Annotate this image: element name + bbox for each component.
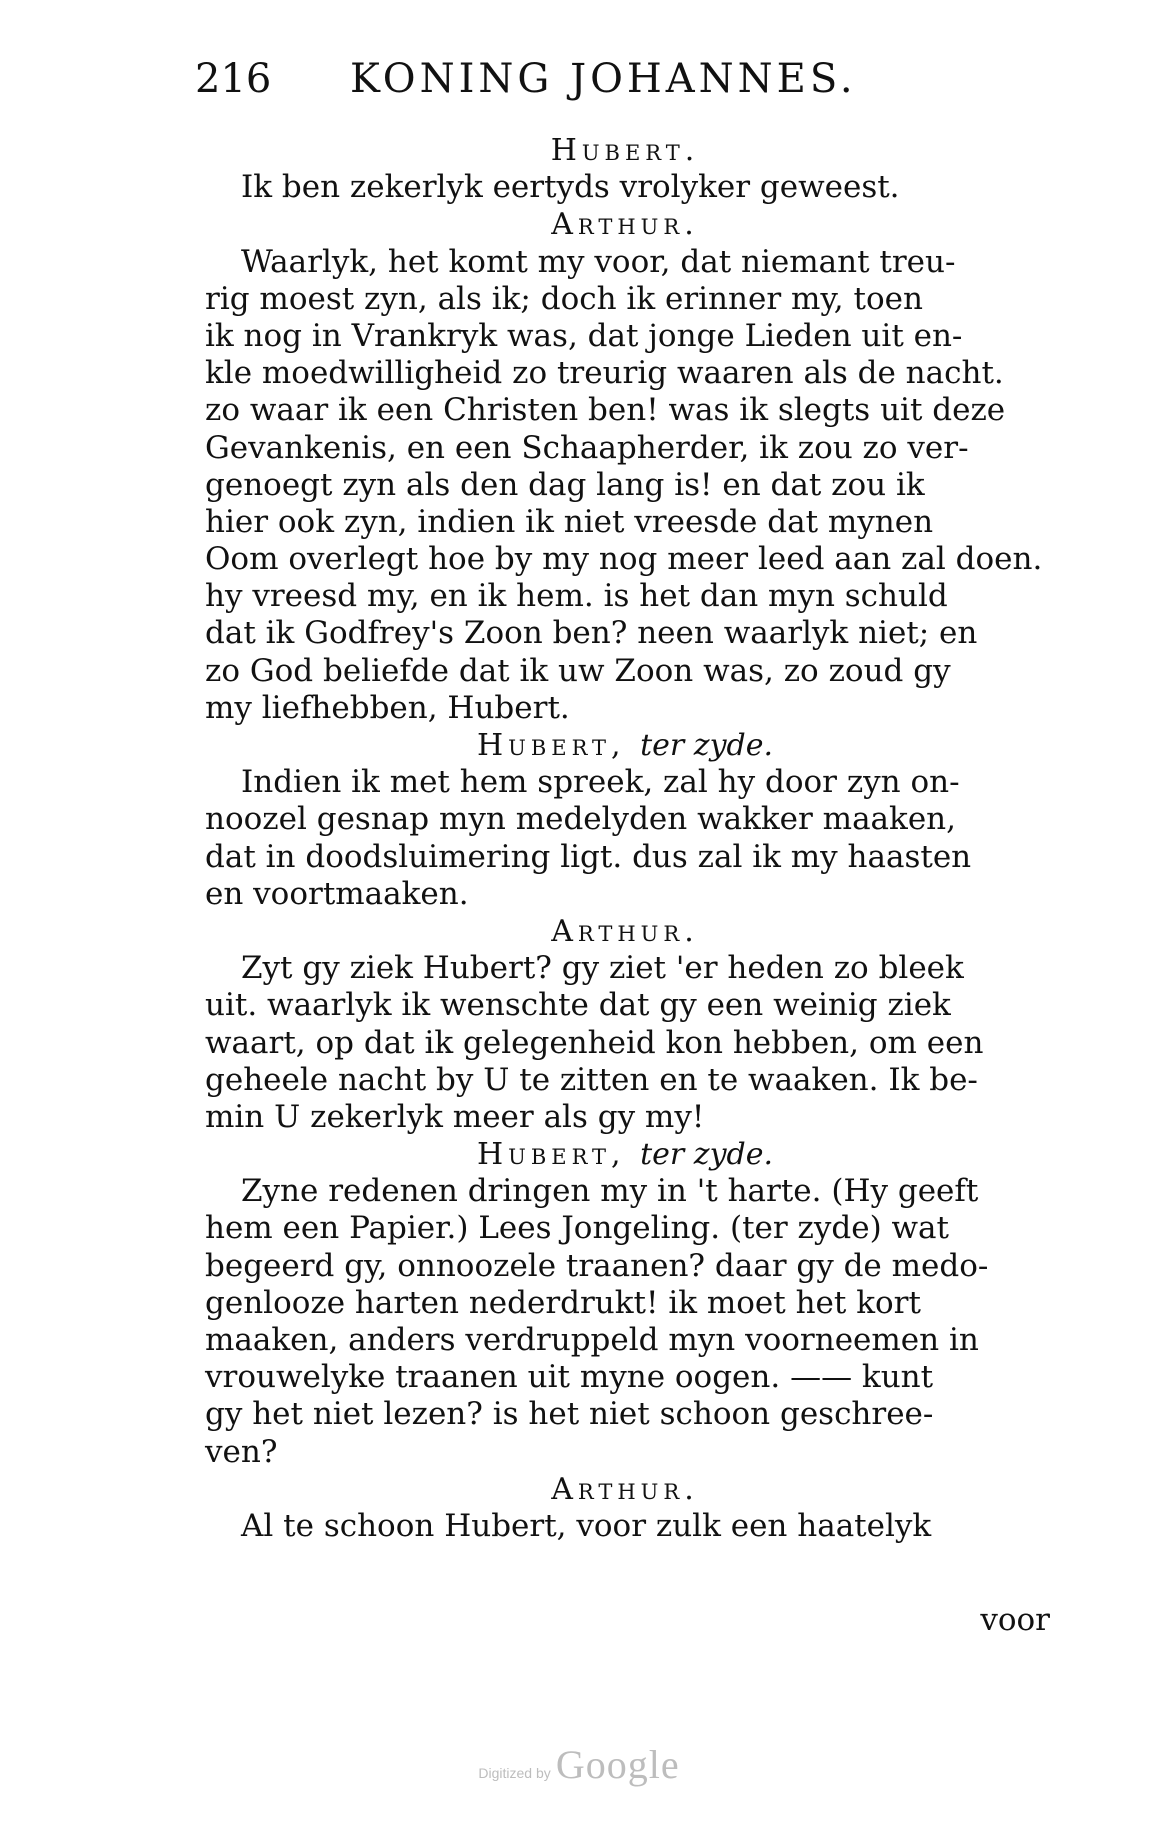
catchword: voor bbox=[980, 1602, 1050, 1638]
google-logo: Google bbox=[555, 1742, 680, 1787]
speaker-name: Hubert. bbox=[550, 133, 700, 168]
text-line: my liefhebben, Hubert. bbox=[205, 689, 570, 726]
text-line: hem een Papier.) Lees Jongeling. (ter zyde) wat bbox=[205, 1210, 949, 1247]
speaker-name: Hubert, bbox=[476, 728, 626, 763]
text-line: gy het niet lezen? is het niet schoon geschree- bbox=[205, 1396, 934, 1433]
text-line: rig moest zyn, als ik; doch ik erinner my, toen bbox=[205, 280, 923, 317]
speaker-heading bbox=[205, 913, 1045, 950]
text-line: min U zekerlyk meer als gy my! bbox=[205, 1098, 705, 1135]
text-line: geheele nacht by U te zitten en te waaken. Ik be- bbox=[205, 1061, 978, 1098]
text-line: vrouwelyke traanen uit myne oogen. —— kunt bbox=[205, 1359, 934, 1396]
speaker-heading bbox=[205, 1471, 1045, 1508]
text-line: ik nog in Vrankryk was, dat jonge Lieden uit en- bbox=[205, 317, 963, 354]
stage-direction: ter zyde. bbox=[640, 1137, 774, 1173]
text-line: genoegt zyn als den dag lang is! en dat zou ik bbox=[205, 466, 925, 503]
text-line: Gevankenis, en een Schaapherder, ik zou zo ver- bbox=[205, 429, 969, 466]
speaker-heading bbox=[205, 727, 1045, 764]
text-line: Ik ben zekerlyk eertyds vrolyker geweest. bbox=[241, 169, 900, 206]
text-line: zo waar ik een Christen ben! was ik slegts uit deze bbox=[205, 392, 1006, 429]
digitized-label: Digitized by bbox=[478, 1765, 551, 1781]
text-line: genlooze harten nederdrukt! ik moet het kort bbox=[205, 1284, 921, 1321]
page-header bbox=[195, 56, 915, 116]
text-line: kle moedwilligheid zo treurig waaren als de nacht. bbox=[205, 355, 1004, 392]
text-line: dat in doodsluimering ligt. dus zal ik my haasten bbox=[205, 838, 972, 875]
text-line: Zyt gy ziek Hubert? gy ziet 'er heden zo bleek bbox=[241, 950, 964, 987]
running-head: KONING JOHANNES. bbox=[350, 56, 857, 102]
speaker-name: Arthur. bbox=[551, 207, 699, 243]
text-line: zo God beliefde dat ik uw Zoon was, zo zoud gy bbox=[205, 652, 951, 689]
text-line: waart, op dat ik gelegenheid kon hebben, om een bbox=[205, 1024, 984, 1061]
text-line: hy vreesd my, en ik hem. is het dan myn schuld bbox=[205, 578, 948, 615]
text-line: dat ik Godfrey's Zoon ben? neen waarlyk niet; en bbox=[205, 615, 978, 652]
text-line: Waarlyk, het komt my voor, dat niemant treu- bbox=[241, 243, 956, 280]
speaker-heading bbox=[205, 206, 1045, 243]
stage-direction: ter zyde. bbox=[640, 728, 774, 763]
text-block bbox=[205, 132, 1045, 1545]
text-line: hier ook zyn, indien ik niet vreesde dat mynen bbox=[205, 503, 934, 540]
text-line: ven? bbox=[205, 1433, 278, 1470]
text-line: uit. waarlyk ik wenschte dat gy een weinig ziek bbox=[205, 987, 951, 1024]
speaker-name: Arthur. bbox=[551, 1471, 699, 1507]
text-line: begeerd gy, onnoozele traanen? daar gy de medo- bbox=[205, 1247, 989, 1284]
speaker-heading bbox=[205, 132, 1045, 169]
speaker-heading bbox=[205, 1136, 1045, 1173]
text-line: Indien ik met hem spreek, zal hy door zyn on- bbox=[241, 764, 960, 801]
page-number: 216 bbox=[195, 56, 272, 102]
text-line: Al te schoon Hubert, voor zulk een haatelyk bbox=[241, 1507, 932, 1544]
text-line: maaken, anders verdruppeld myn voorneemen in bbox=[205, 1322, 979, 1358]
speaker-name: Hubert, bbox=[476, 1137, 626, 1173]
text-line: en voortmaaken. bbox=[205, 875, 469, 912]
text-line: Oom overlegt hoe by my nog meer leed aan zal doen. bbox=[205, 541, 1043, 578]
text-line: Zyne redenen dringen my in 't harte. (Hy geeft bbox=[241, 1173, 979, 1210]
speaker-name: Arthur. bbox=[551, 913, 699, 949]
text-line: noozel gesnap myn medelyden wakker maaken, bbox=[205, 801, 956, 838]
footer bbox=[0, 1741, 1158, 1788]
